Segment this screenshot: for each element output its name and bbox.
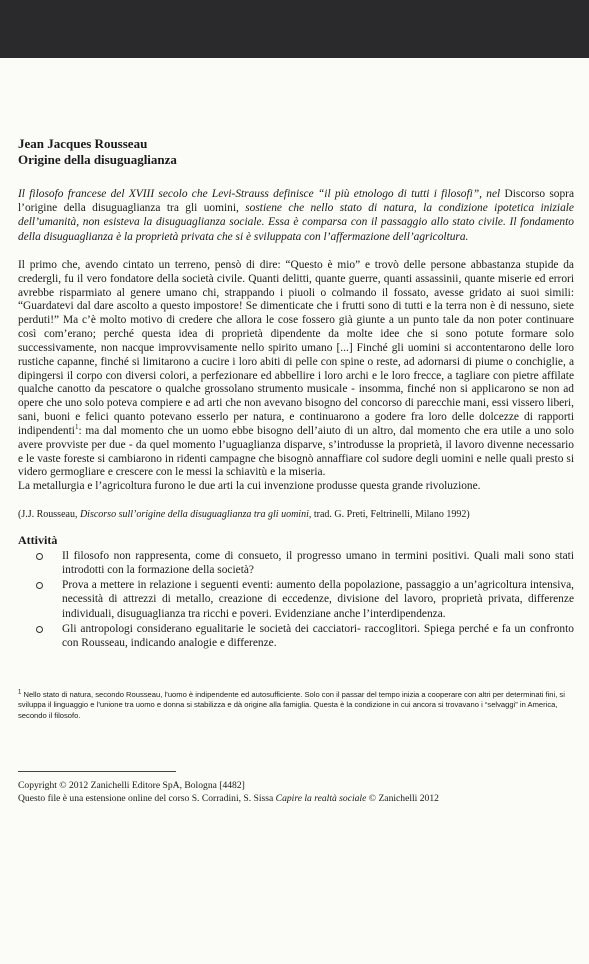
copyright-work-title: Capire la realtà sociale — [275, 792, 367, 804]
footnote-text: Nello stato di natura, secondo Rousseau, l’uomo è indipendente ed autosufficiente. Solo con il passar del tempo inizia a cooperare con altri per determinati fini, si sviluppa il linguaggio e l’unione tra uomo e donna si stabilizza e dà origine alla famiglia. Questa è la condizione in cui ancora si trovavano i “selvaggi” in America, secondo il filosofo. — [18, 689, 565, 720]
copyright-prefix: Questo file è una estensione online del corso S. Corradini, S. Sissa — [18, 792, 276, 804]
activities-heading: Attività — [18, 533, 58, 548]
activity-text: Il filosofo non rappresenta, come di consueto, il progresso umano in termini positivi. Quali mali sono stati introdotti con la formazione della società? — [62, 550, 574, 577]
intro-paragraph — [18, 187, 574, 244]
body-paragraph-2: La metallurgia e l’agricoltura furono le due arti la cui invenzione produsse questa grande rivoluzione. — [18, 480, 481, 493]
footnote-number: 1 — [18, 689, 22, 696]
activity-item — [18, 622, 574, 650]
copyright-line-1: Copyright © 2012 Zanichelli Editore SpA, Bologna [4482] — [18, 780, 245, 792]
copyright-line-2 — [18, 793, 574, 806]
hollow-circle-bullet-icon — [36, 553, 43, 560]
source-citation — [18, 508, 574, 521]
body-text-part1: Il primo che, avendo cintato un terreno, pensò di dire: “Questo è mio” e trovò delle persone abbastanza stupide da credergli, fu il vero fondatore della società civile. Quanti delitti, quante guerre, quanti assassinii, quante miserie ed errori avrebbe risparmiato al genere umano chi, strappando i piuoli o colmando il fossato, avesse gridato ai suoi simili: “Guardatevi dal dare ascolto a questo impostore! Se dimenticate che i frutti sono di tutti e la terra non è di nessuno, siete perduti!” Ma c’è molto motivo di credere che allora le cose fossero già giunte a un punto tale da non poter continuare così com’erano; perché questa idea di proprietà dipendente da molte idee che si sono potute formare solo successivamente, non nacque improvvisamente nello spirito umano [...] Finché gli uomini si accontentarono delle loro rustiche capanne, finché si limitarono a cucire i loro abiti di pelle con spine o reste, ad adornarsi di piume o conchiglie, a dipingersi il corpo con diversi colori, a perfezionare ed abbellire i loro archi e le loro frecce, a tagliare con pietre affilate qualche canotto da pescatore o qualche grossolano strumento musicale - insomma, finché non si applicarono se non ad opere che uno solo poteva compiere e ad arti che non avevano bisogno del concorso di parecchie mani, essi vissero liberi, sani, buoni e felici quanto potevano esserlo per natura, e continuarono a godere fra loro delle dolcezze di rapporti indipendenti — [18, 258, 574, 437]
body-paragraph-1 — [18, 259, 574, 481]
citation-work-title: Discorso sull’origine della disuguaglianza tra gli uomini — [79, 509, 309, 521]
activity-text: Gli antropologi considerano egualitarie le società dei cacciatori- raccoglitori. Spiega perché e fa un confronto con Rousseau, indicando analogie e differenze. — [62, 622, 574, 649]
footer-divider — [18, 771, 176, 772]
body-text-part2: : ma dal momento che un uomo ebbe bisogno dell’aiuto di un altro, dal momento che era utile a uno solo avere provviste per due - da quel momento l’uguaglianza disparve, s’introdusse la proprietà, il lavoro divenne necessario e le vaste foreste si cambiarono in ridenti campagne che bisognò annaffiare col sudore degli uomini e nelle quali presto si videro germogliare e crescere con le messi la schiavitù e la miseria. — [18, 424, 574, 479]
activity-item — [18, 549, 574, 577]
intro-text-1: Il filosofo francese del XVIII secolo che Levi-Strauss definisce “il più etnologo di tutti i filosofi”, nel — [18, 188, 501, 200]
top-dark-bar — [0, 0, 589, 58]
document-author: Jean Jacques Rousseau — [18, 136, 148, 151]
footnote — [18, 690, 574, 722]
activity-text: Prova a mettere in relazione i seguenti eventi: aumento della popolazione, passaggio a un’agricoltura intensiva, necessità di attrezzi di metallo, creazione di eccedenze, divisione del lavoro, proprietà privata, differenze individuali, disuguaglianza tra ricchi e poveri. Evidenziane anche l’interdipendenza. — [62, 579, 574, 620]
citation-open: (J.J. Rousseau, — [18, 509, 80, 521]
citation-rest: , trad. G. Preti, Feltrinelli, Milano 1992) — [308, 509, 470, 521]
hollow-circle-bullet-icon — [36, 582, 43, 589]
intro-work-title: Discorso sopra l’origine della disuguaglianza tra gli uomini, — [18, 188, 574, 215]
activity-item — [18, 578, 574, 620]
hollow-circle-bullet-icon — [36, 626, 43, 633]
copyright-suffix: © Zanichelli 2012 — [366, 792, 439, 804]
intro-text-2: sostiene che nello stato di natura, la condizione ipotetica iniziale dell’umanità, non esisteva la disuguaglianza sociale. Essa è comparsa con il passaggio allo stato civile. Il fondamento della disuguaglianza è la proprietà privata che si è sviluppata con l’affermazione dell’agricoltura. — [18, 202, 574, 243]
document-page — [18, 136, 574, 805]
document-title: Origine della disuguaglianza — [18, 152, 177, 167]
activities-list — [18, 549, 574, 650]
footnote-reference: 1 — [74, 423, 79, 432]
